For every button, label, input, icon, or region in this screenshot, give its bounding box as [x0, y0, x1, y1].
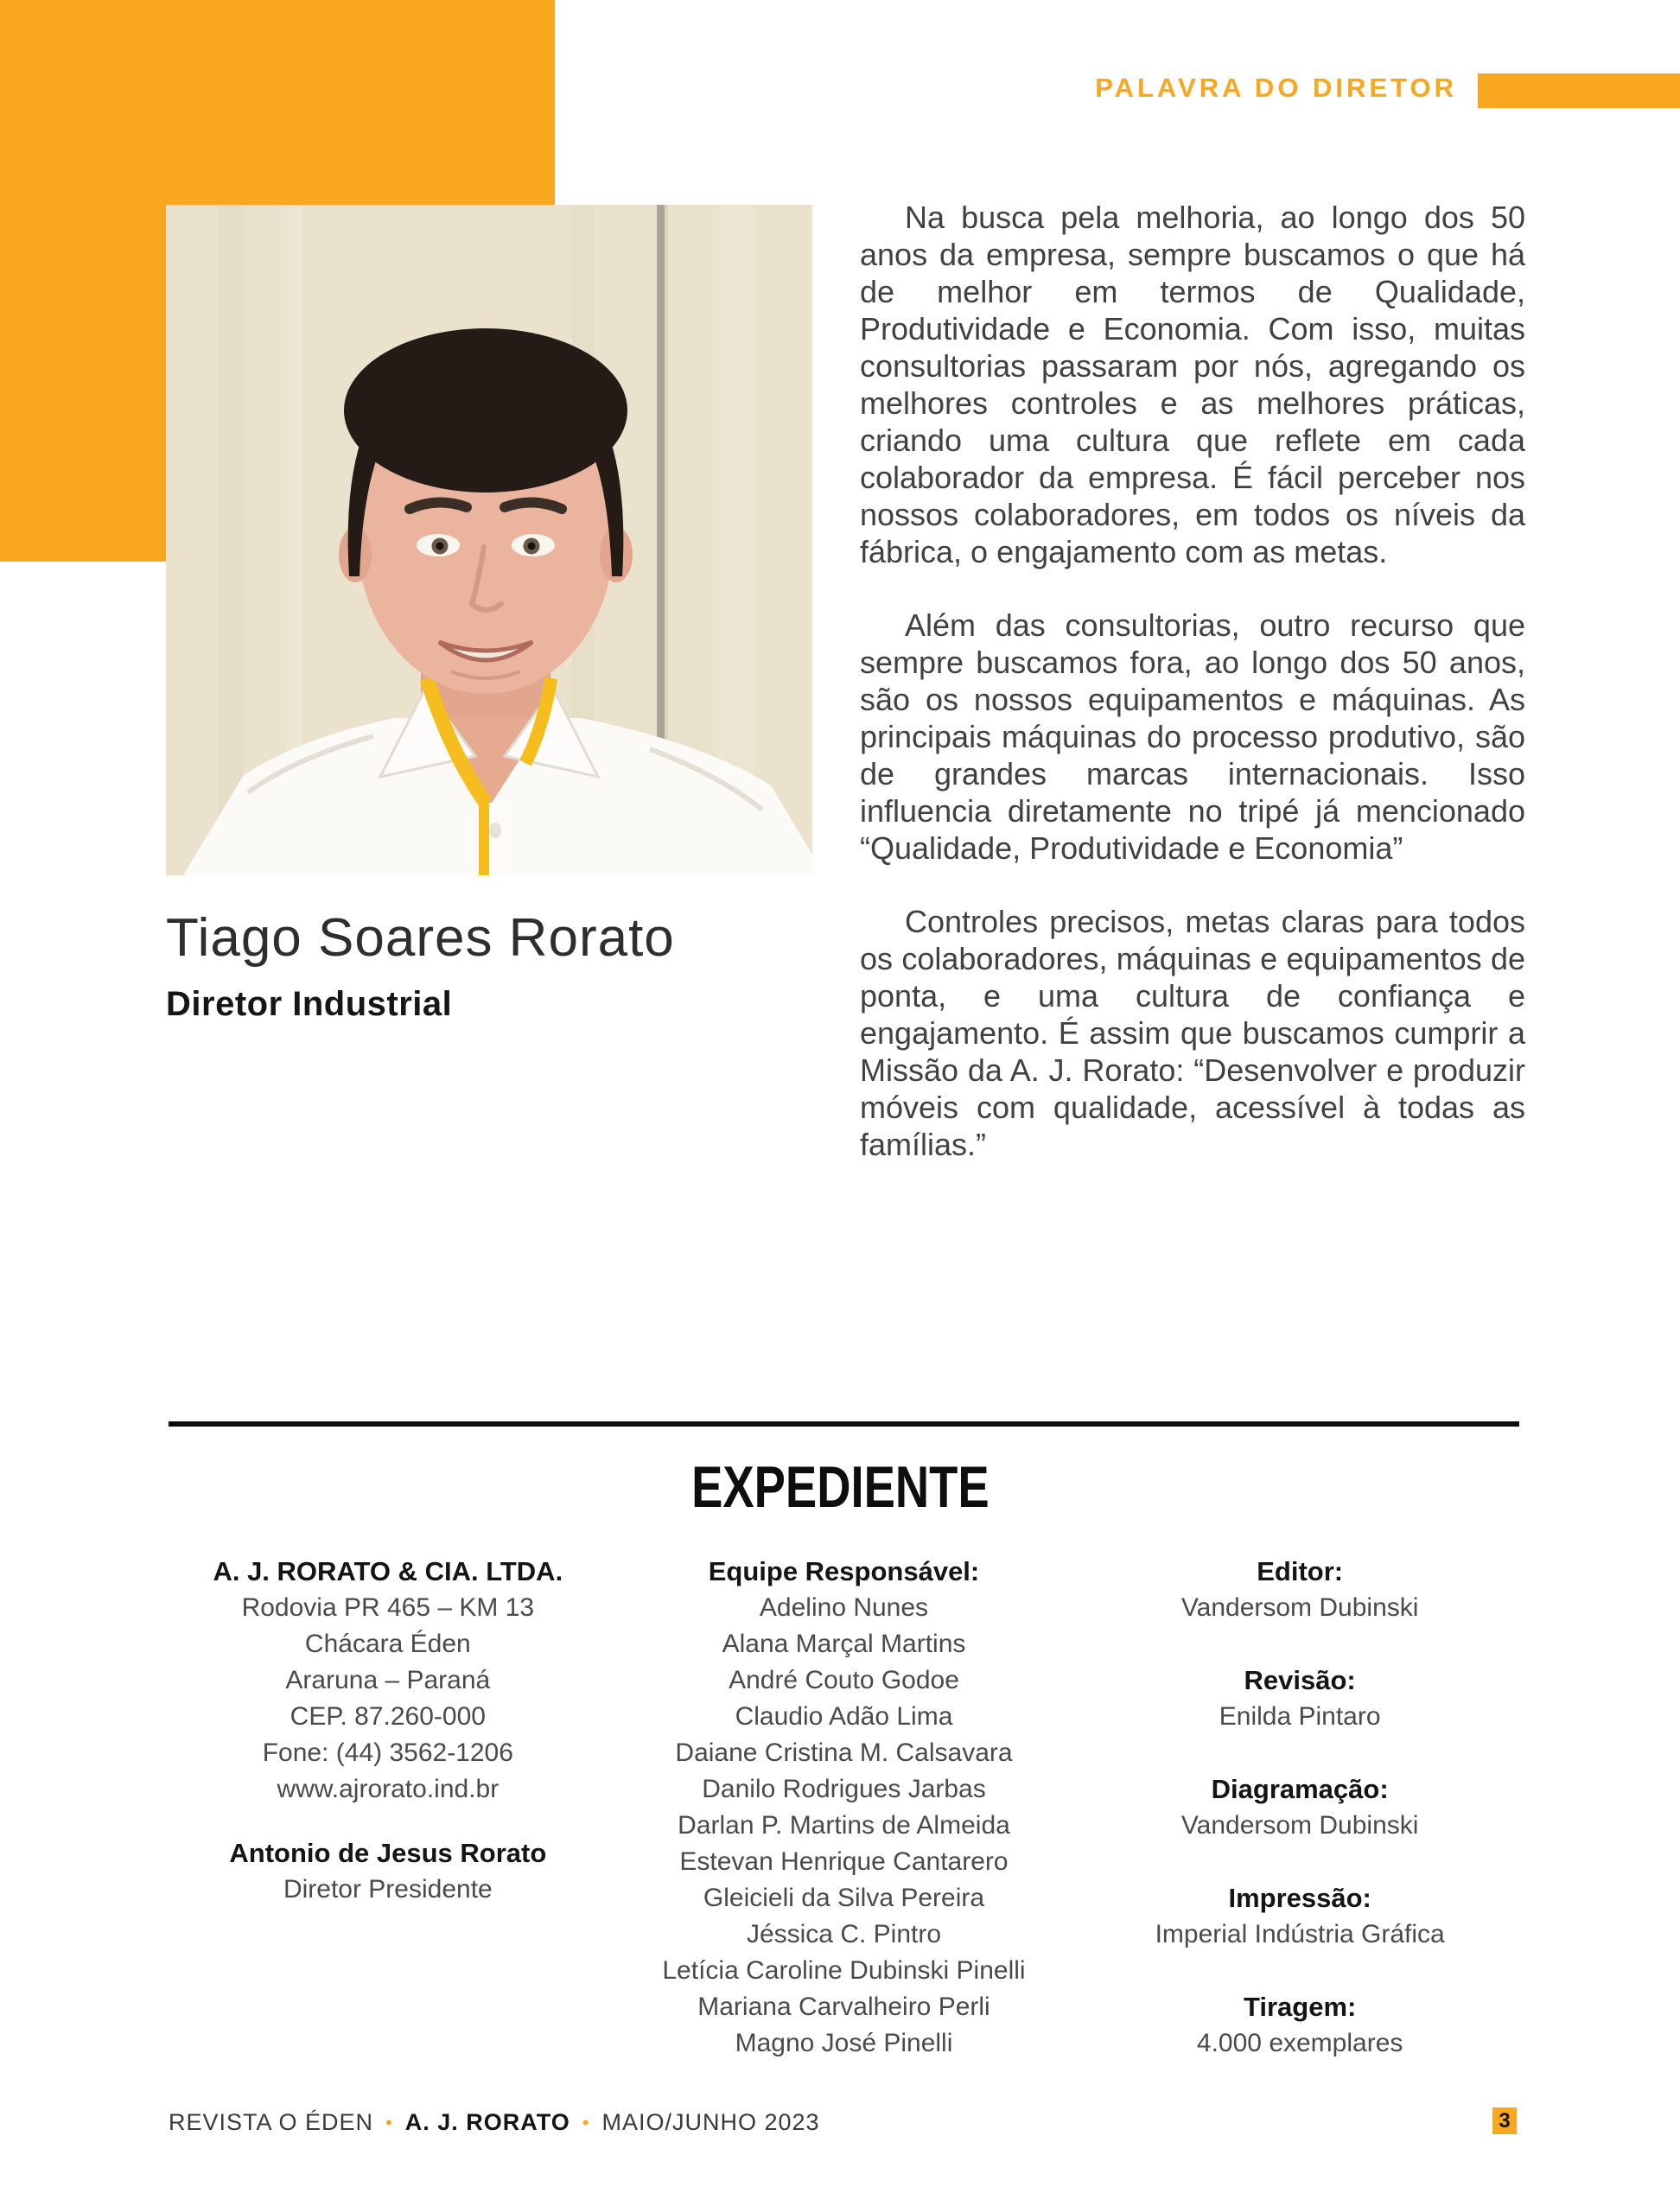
article-paragraph: Além das consultorias, outro recurso que sempre buscamos fora, ao longo dos 50 anos, são os nossos equipamentos e máquinas. As principais máquinas do processo produtivo, são de grandes marcas internacionais. Isso influencia diretamente no tripé já mencionado “Qualidade, Produtividade e Economia” — [860, 607, 1525, 866]
section-divider — [169, 1421, 1519, 1427]
credit-value: 4.000 exemplares — [1196, 2029, 1403, 2057]
president-name: Antonio de Jesus Rorato — [229, 1838, 547, 1868]
company-address-line: Rodovia PR 465 – KM 13 — [241, 1593, 535, 1622]
credit-block-diagramacao — [1080, 1771, 1519, 1844]
team-member: Adelino Nunes — [759, 1593, 929, 1622]
company-address — [169, 1590, 608, 1808]
company-address-line: Fone: (44) 3562-1206 — [262, 1738, 513, 1767]
director-photo — [166, 205, 812, 875]
team-heading: Equipe Responsável: — [708, 1556, 980, 1586]
section-title: PALAVRA DO DIRETOR — [1095, 73, 1457, 103]
team-member: Claudio Adão Lima — [735, 1702, 953, 1731]
footer-issue: MAIO/JUNHO 2023 — [601, 2109, 820, 2135]
credit-value: Imperial Indústria Gráfica — [1155, 1920, 1445, 1948]
company-address-line: www.ajrorato.ind.br — [277, 1775, 500, 1803]
footer-magazine-name: REVISTA O ÉDEN — [169, 2109, 374, 2135]
credit-label: Diagramação: — [1211, 1774, 1389, 1804]
team-member: Mariana Carvalheiro Perli — [697, 1993, 990, 2021]
expediente-credits-column — [1080, 1554, 1519, 2098]
expediente-grid — [169, 1554, 1519, 2098]
credit-block-tiragem — [1080, 1989, 1519, 2062]
expediente-title — [0, 1453, 1680, 1521]
article-body — [860, 199, 1525, 1199]
company-address-line: Chácara Éden — [304, 1630, 471, 1658]
credit-block-revisao — [1080, 1662, 1519, 1735]
credit-block-editor — [1080, 1554, 1519, 1626]
director-role: Diretor Industrial — [166, 985, 453, 1023]
footer-separator-icon: • — [582, 2111, 590, 2133]
team-member: Gleicieli da Silva Pereira — [703, 1884, 985, 1912]
president-role: Diretor Presidente — [283, 1875, 493, 1904]
team-member: Letícia Caroline Dubinski Pinelli — [662, 1956, 1026, 1985]
company-address-line: Araruna – Paraná — [285, 1666, 491, 1694]
team-member: Danilo Rodrigues Jarbas — [702, 1775, 986, 1803]
team-list — [625, 1590, 1064, 2062]
spacer — [169, 1808, 608, 1835]
portrait-illustration — [166, 205, 812, 875]
article-paragraph: Na busca pela melhoria, ao longo dos 50 anos da empresa, sempre buscamos o que há de melhor em termos de Qualidade, Produtividade e Economia. Com isso, muitas consultorias passaram por nós, agregando os melhores controles e as melhores práticas, criando uma cultura que reflete em cada colaborador da empresa. É fácil perceber nos nossos colaboradores, em todos os níveis da fábrica, o engajamento com as metas. — [860, 200, 1525, 569]
team-member: Darlan P. Martins de Almeida — [678, 1811, 1010, 1840]
footer-separator-icon: • — [385, 2111, 393, 2133]
team-member: Jéssica C. Pintro — [746, 1920, 942, 1948]
expediente-team-column — [625, 1554, 1064, 2098]
credit-block-impressao — [1080, 1880, 1519, 1953]
credit-label: Impressão: — [1228, 1883, 1371, 1913]
header-accent-bar — [1478, 73, 1680, 108]
expediente-company-column — [169, 1554, 608, 2098]
credit-value: Vandersom Dubinski — [1180, 1593, 1419, 1622]
team-member: Estevan Henrique Cantarero — [679, 1847, 1009, 1876]
footer — [169, 2109, 820, 2136]
footer-brand: A. J. RORATO — [404, 2109, 570, 2135]
director-name: Tiago Soares Rorato — [166, 908, 675, 968]
team-member: André Couto Godoe — [729, 1666, 959, 1694]
team-member: Magno José Pinelli — [735, 2029, 953, 2057]
company-address-line: CEP. 87.260-000 — [290, 1702, 486, 1731]
team-member: Alana Marçal Martins — [722, 1630, 966, 1658]
company-name: A. J. RORATO & CIA. LTDA. — [213, 1556, 563, 1586]
page-number-badge: 3 — [1492, 2107, 1517, 2134]
expediente-title-text: EXPEDIENTE — [690, 1454, 990, 1520]
credit-label: Revisão: — [1244, 1665, 1356, 1695]
credit-value: Vandersom Dubinski — [1180, 1811, 1419, 1840]
credit-label: Editor: — [1257, 1556, 1344, 1586]
credit-label: Tiragem: — [1243, 1992, 1357, 2022]
team-member: Daiane Cristina M. Calsavara — [675, 1738, 1013, 1767]
article-paragraph: Controles precisos, metas claras para todos os colaboradores, máquinas e equipamentos de ponta, e uma cultura de confiança e engajamento. É assim que buscamos cumprir a Missão da A. J. Rorato: “Desenvolver e produzir móveis com qualidade, acessível à todas as famílias.” — [860, 904, 1525, 1162]
credit-value: Enilda Pintaro — [1219, 1702, 1381, 1731]
